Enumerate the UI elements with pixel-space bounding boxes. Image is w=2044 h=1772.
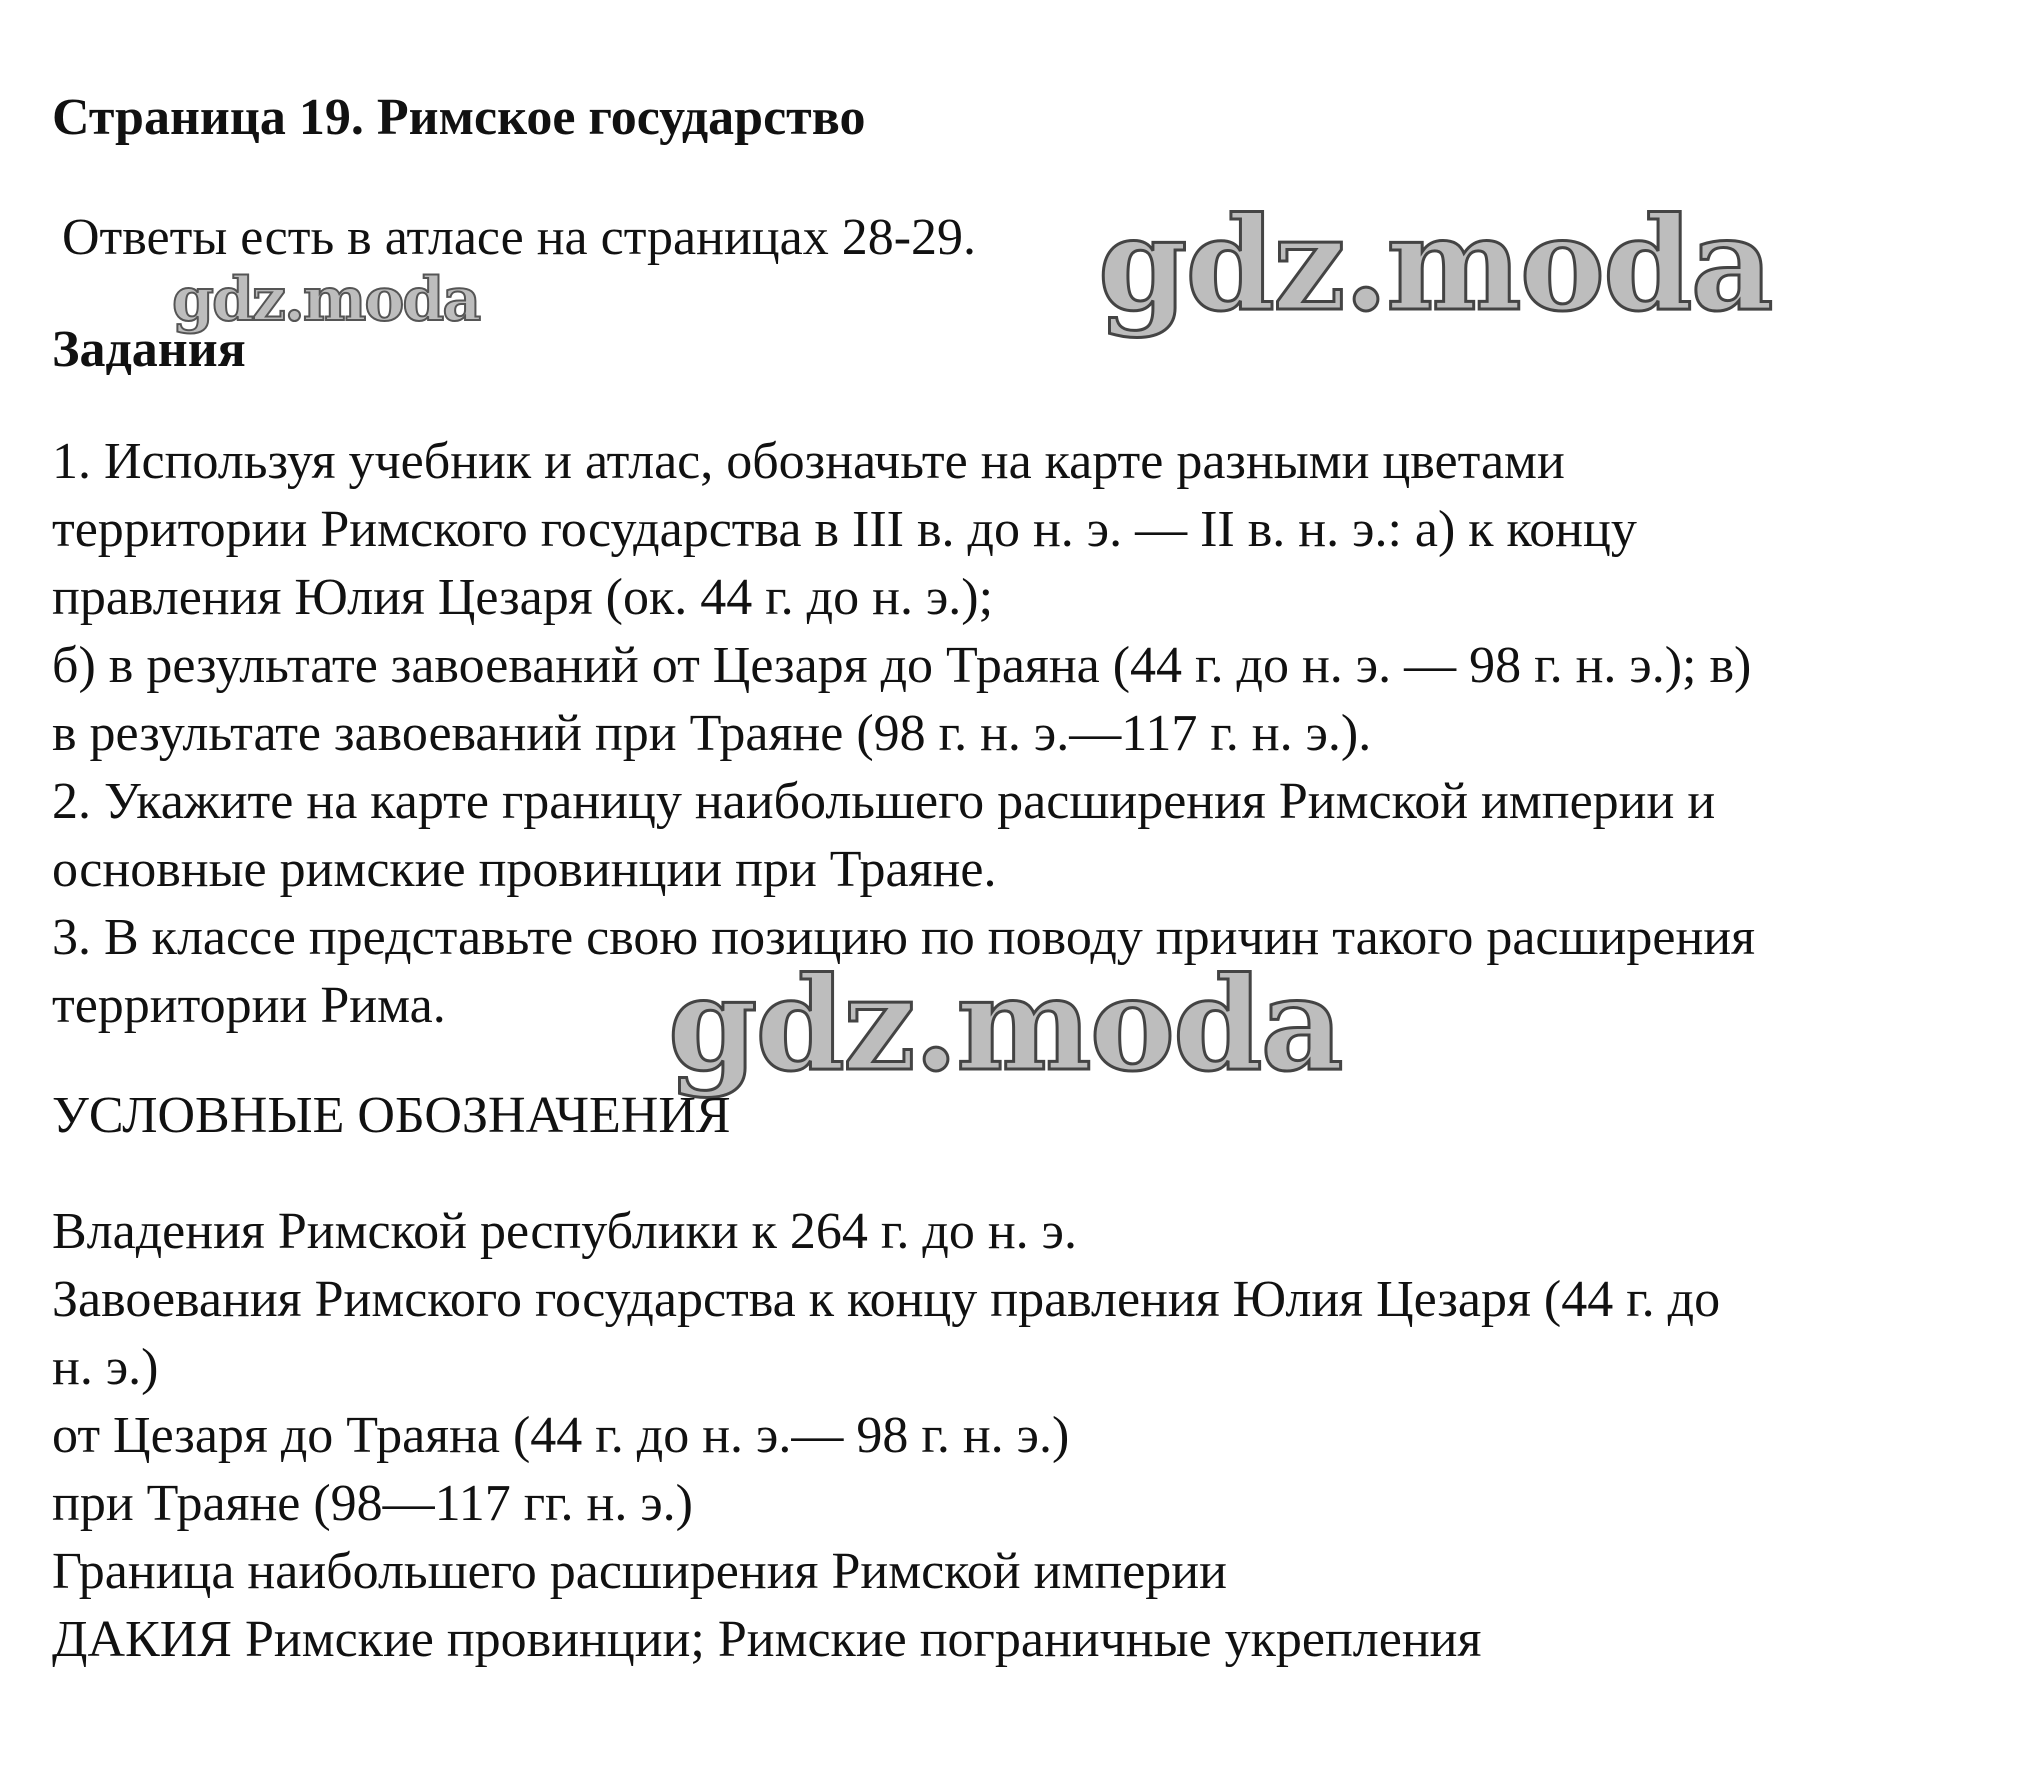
task-line: 2. Укажите на карте границу наибольшего расширения Римской империи и	[52, 773, 1716, 830]
task-line: правления Юлия Цезаря (ок. 44 г. до н. э.);	[52, 569, 994, 626]
task-line: 3. В классе представьте свою позицию по поводу причин такого расширения	[52, 909, 1756, 966]
task-line: основные римские провинции при Траяне.	[52, 841, 997, 898]
legend-line: Завоевания Римского государства к концу правления Юлия Цезаря (44 г. до	[52, 1271, 1721, 1328]
intro-text: Ответы есть в атласе на страницах 28-29.	[62, 209, 977, 266]
watermark-top-right: gdz.moda	[1098, 190, 1772, 340]
legend-line: Граница наибольшего расширения Римской империи	[52, 1543, 1227, 1600]
task-line: в результате завоеваний при Траяне (98 г. н. э.—117 г. н. э.).	[52, 705, 1372, 762]
legend-heading: УСЛОВНЫЕ ОБОЗНАЧЕНИЯ	[52, 1087, 731, 1144]
tasks-heading: Задания	[52, 321, 246, 378]
page-title: Страница 19. Римское государство	[52, 89, 866, 146]
legend-line: н. э.)	[52, 1339, 159, 1396]
task-line: территории Римского государства в III в. до н. э. — II в. н. э.: а) к концу	[52, 501, 1637, 558]
task-line: б) в результате завоеваний от Цезаря до Траяна (44 г. до н. э. — 98 г. н. э.); в)	[52, 637, 1752, 694]
task-line: территории Рима.	[52, 977, 446, 1034]
legend-line: Владения Римской республики к 264 г. до н. э.	[52, 1203, 1077, 1260]
watermark-middle: gdz.moda	[668, 950, 1342, 1100]
legend-line: ДАКИЯ Римские провинции; Римские пограничные укрепления	[52, 1611, 1482, 1668]
task-line: 1. Используя учебник и атлас, обозначьте на карте разными цветами	[52, 433, 1565, 490]
legend-line: от Цезаря до Траяна (44 г. до н. э.— 98 г. н. э.)	[52, 1407, 1070, 1464]
legend-line: при Траяне (98—117 гг. н. э.)	[52, 1475, 693, 1532]
watermark-top-left: gdz.moda	[172, 265, 480, 335]
